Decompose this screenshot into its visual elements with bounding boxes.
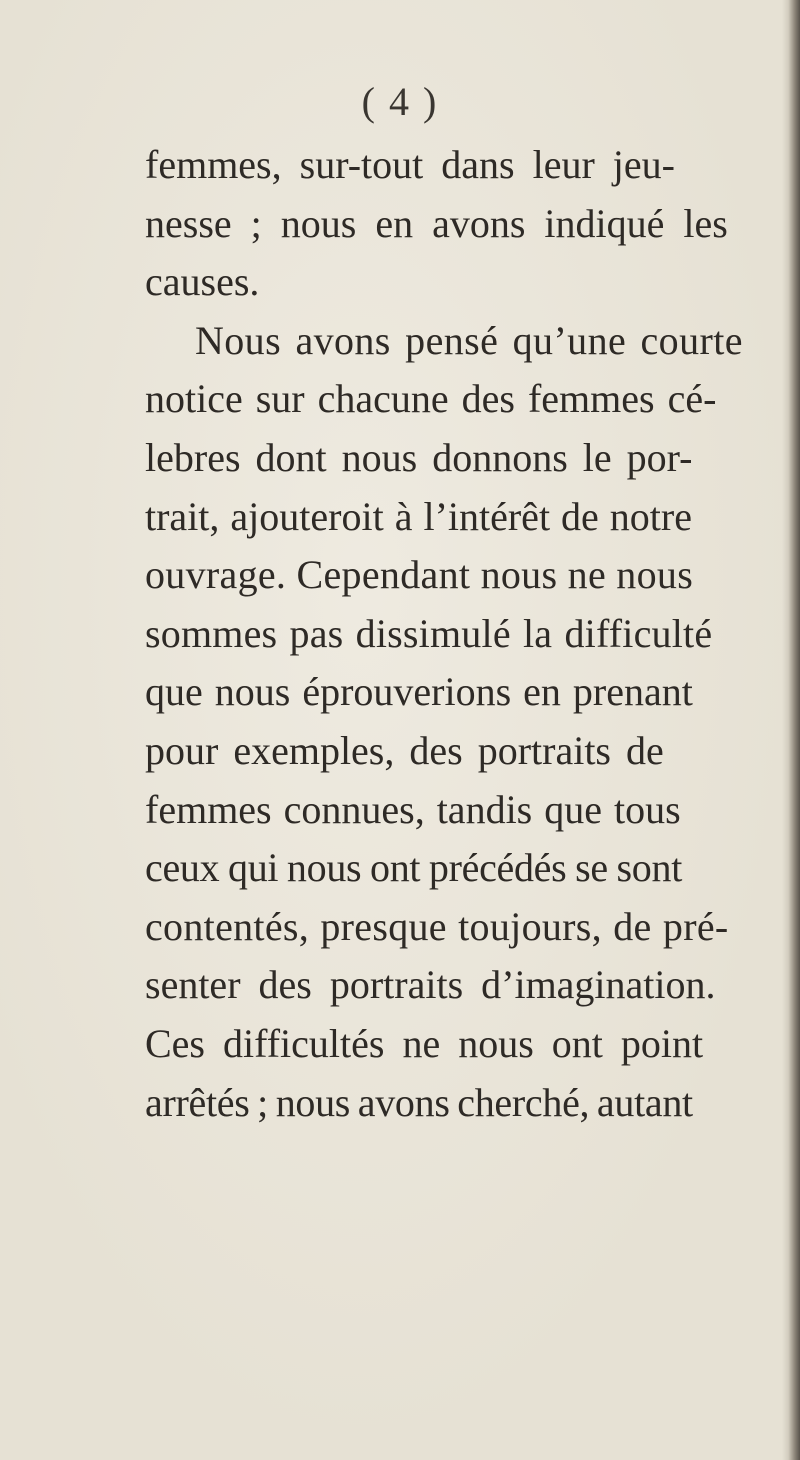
text-line: ouvrage. Cependant nous ne nous: [145, 552, 694, 598]
page-number: ( 4 ): [361, 79, 439, 124]
text-line: ceux qui nous ont précédés se sont: [145, 845, 683, 891]
text-line: femmes, sur-tout dans leur jeu-: [145, 142, 675, 187]
text-line: arrêtés ; nous avons cherché, autant: [145, 1079, 693, 1125]
text-line: nesse ; nous en avons indiqué les: [145, 200, 728, 246]
text-line: que nous éprouverions en prenant: [145, 669, 693, 715]
text-line: lebres dont nous donnons le por-: [145, 434, 693, 480]
text-line: senter des portraits d’imagination.: [145, 962, 716, 1008]
body-text: [145, 136, 785, 1132]
text-line: Ces difficultés ne nous ont point: [145, 1020, 704, 1066]
text-line: notice sur chacune des femmes cé-: [145, 376, 717, 422]
text-line: sommes pas dissimulé la difficulté: [145, 610, 713, 656]
text-line: pour exemples, des portraits de: [145, 727, 664, 773]
text-line: trait, ajouteroit à l’intérêt de notre: [145, 493, 692, 539]
text-line: femmes connues, tandis que tous: [145, 786, 681, 832]
text-line: causes.: [145, 259, 260, 305]
text-line: contentés, presque toujours, de pré-: [145, 903, 729, 949]
text-line: Nous avons pensé qu’une courte: [195, 317, 743, 363]
